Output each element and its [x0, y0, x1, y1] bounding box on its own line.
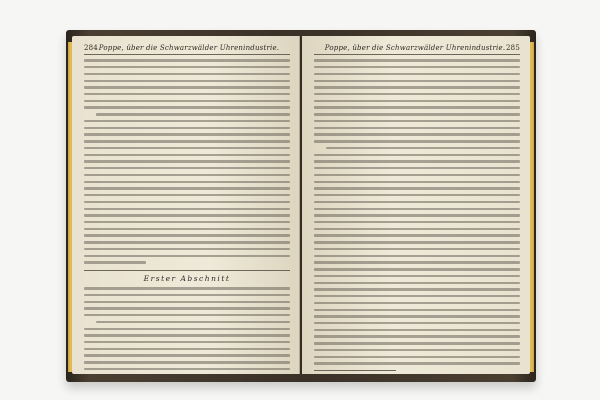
right-running-title: Poppe, über die Schwarzwälder Uhrenindustrie.: [324, 44, 506, 52]
section-heading: Erster Abschnitt: [84, 270, 290, 283]
footnote-rule: [314, 370, 396, 371]
right-text-block: [314, 59, 520, 364]
right-running-head: [314, 44, 520, 55]
left-page: [72, 36, 300, 374]
left-running-head: [84, 44, 290, 55]
left-text-block-1: [84, 59, 290, 263]
right-page: [302, 36, 530, 374]
open-book: [66, 30, 536, 382]
left-text-block-2: [84, 287, 290, 374]
left-page-number: 284: [84, 44, 98, 52]
left-running-title: Poppe, über die Schwarzwälder Uhrenindustrie.: [98, 44, 280, 52]
right-page-number: 285: [506, 44, 520, 52]
